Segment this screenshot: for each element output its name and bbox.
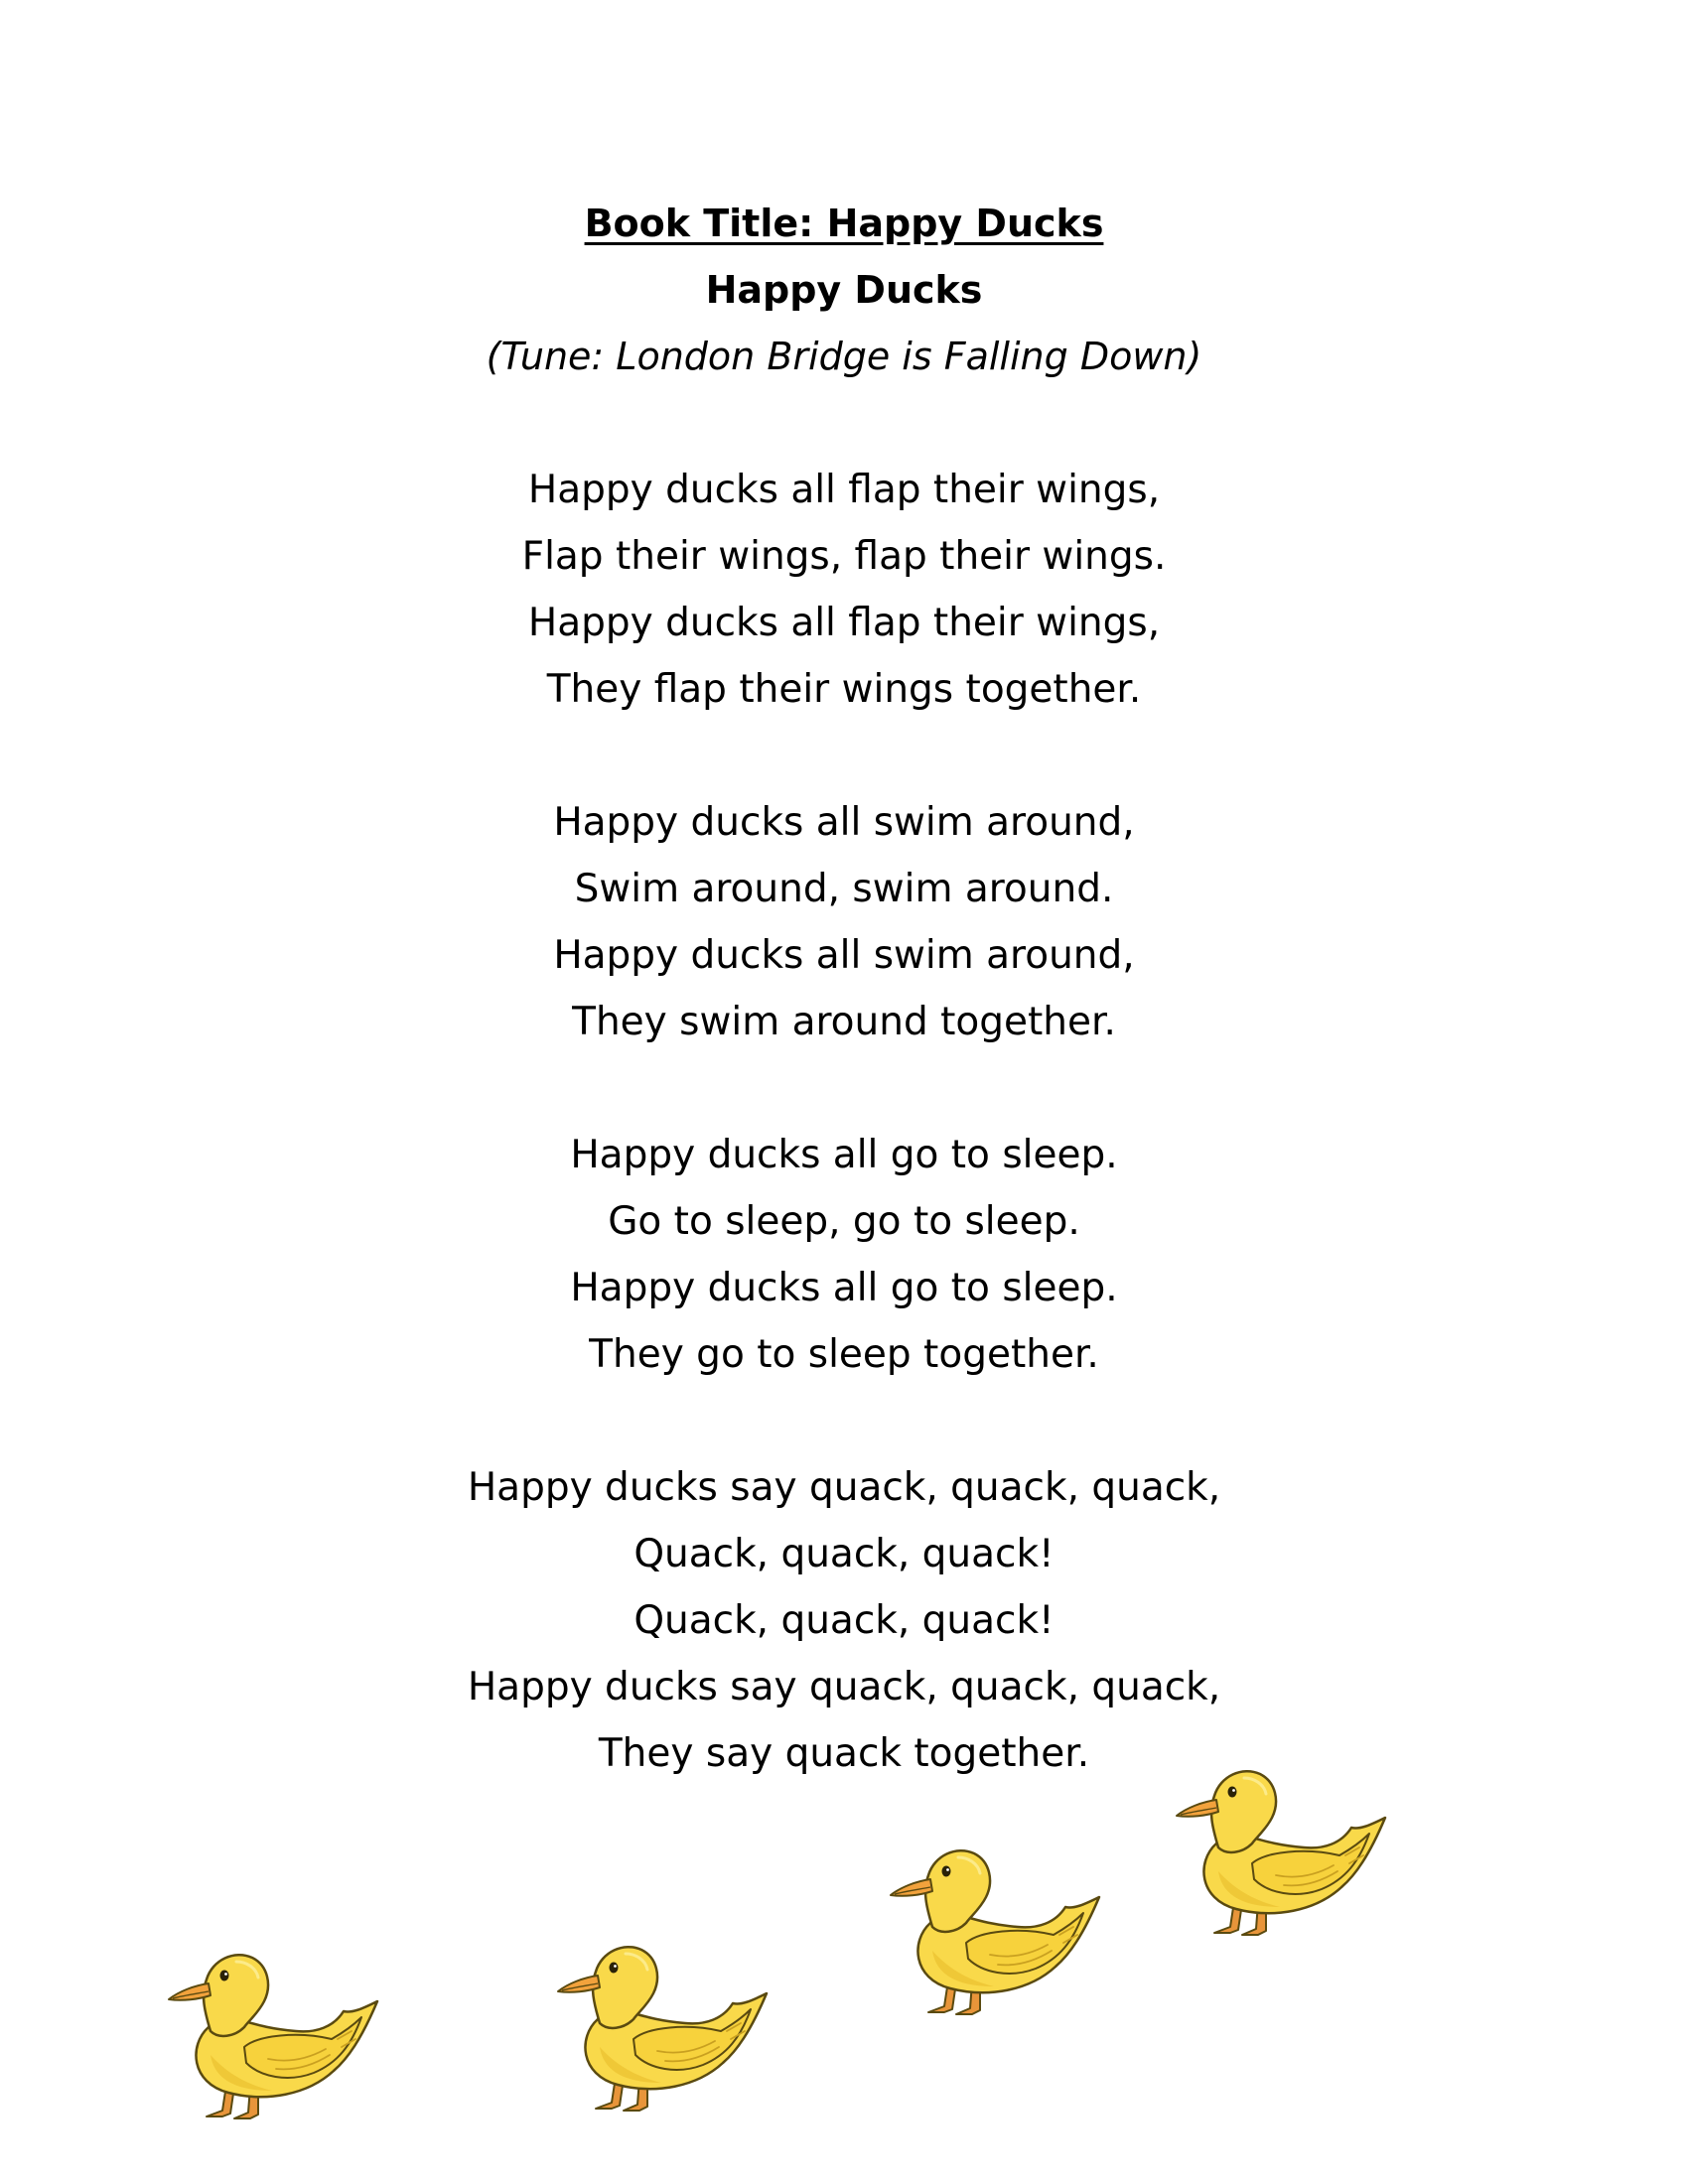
stanza-line: They say quack together. bbox=[598, 1731, 1090, 1776]
stanza-3 bbox=[0, 1122, 1688, 1388]
stanza-line: Happy ducks all flap their wings, bbox=[527, 468, 1161, 512]
song-title: Happy Ducks bbox=[705, 268, 983, 312]
stanza-line: Happy ducks say quack, quack, quack, bbox=[467, 1665, 1221, 1709]
song-text bbox=[0, 191, 1688, 1787]
stanza-2 bbox=[0, 789, 1688, 1055]
stanza-line: Happy ducks all flap their wings, bbox=[527, 601, 1161, 645]
stanza-line: Quack, quack, quack! bbox=[633, 1532, 1055, 1576]
stanza-spacer bbox=[0, 390, 1688, 457]
stanza-1 bbox=[0, 457, 1688, 723]
stanza-line: Quack, quack, quack! bbox=[633, 1598, 1055, 1643]
stanza-spacer bbox=[0, 1388, 1688, 1454]
stanza-spacer bbox=[0, 1055, 1688, 1122]
stanza-line: Flap their wings, flap their wings. bbox=[521, 534, 1167, 579]
book-title: Book Title: Happy Ducks bbox=[584, 202, 1104, 245]
stanza-line: They go to sleep together. bbox=[589, 1332, 1099, 1377]
stanza-line: Happy ducks say quack, quack, quack, bbox=[467, 1465, 1221, 1510]
stanza-line: Happy ducks all swim around, bbox=[553, 800, 1135, 845]
stanza-4 bbox=[0, 1454, 1688, 1787]
stanza-line: Go to sleep, go to sleep. bbox=[608, 1199, 1080, 1244]
duck-icon bbox=[871, 1832, 1109, 2020]
duck-icon bbox=[1157, 1752, 1395, 1941]
duck-icon bbox=[149, 1936, 387, 2124]
duck-icon bbox=[538, 1928, 776, 2116]
stanza-line: Happy ducks all go to sleep. bbox=[570, 1133, 1118, 1177]
stanza-line: Swim around, swim around. bbox=[574, 867, 1114, 911]
stanza-line: They swim around together. bbox=[572, 1000, 1116, 1044]
tune-note: (Tune: London Bridge is Falling Down) bbox=[486, 335, 1202, 378]
stanza-spacer bbox=[0, 723, 1688, 789]
stanza-line: They flap their wings together. bbox=[546, 667, 1142, 712]
stanza-line: Happy ducks all swim around, bbox=[553, 933, 1135, 978]
stanza-line: Happy ducks all go to sleep. bbox=[570, 1266, 1118, 1310]
